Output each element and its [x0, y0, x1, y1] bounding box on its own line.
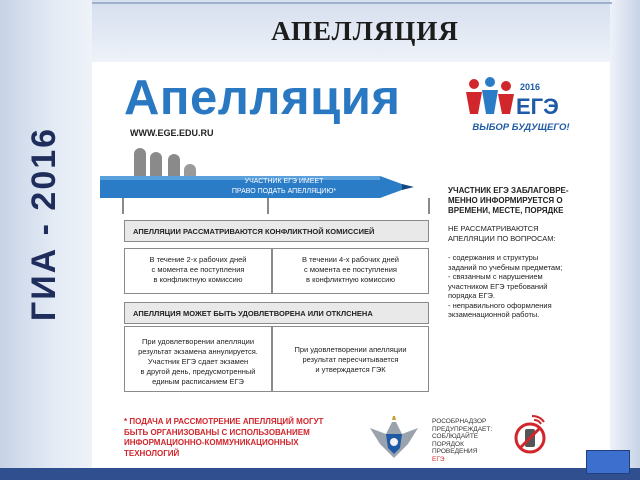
not-considered-header: НЕ РАССМАТРИВАЮТСЯ АПЕЛЛЯЦИИ ПО ВОПРОСАМ:: [448, 224, 556, 243]
pencil-label: УЧАСТНИК ЕГЭ ИМЕЕТ ПРАВО ПОДАТЬ АПЕЛЛЯЦИЮ*: [231, 178, 337, 195]
outcome-header: АПЕЛЛЯЦИЯ МОЖЕТ БЫТЬ УДОВЛЕТВОРЕНА ИЛИ ОТКЛСНЕНА: [124, 302, 429, 324]
outcome-right-cell: При удовлетворении апелляции результат пересчитывается и утверждается ГЭК: [272, 326, 429, 392]
poster: [92, 62, 610, 468]
outcome-left-cell: При удовлетворении апелляции результат экзамена аннулируется. Участник ЕГЭ сдает экзамен в другой день, предусмотренный единым расписанием ЕГЭ: [124, 326, 272, 392]
slide-nav-box[interactable]: [586, 450, 630, 474]
deadline-right-cell: В течении 4-х рабочих дней с момента ее поступления в конфликтную комиссию: [272, 248, 429, 294]
right-column: [448, 186, 608, 320]
website-link[interactable]: WWW.EGE.EDU.RU: [130, 128, 214, 138]
logo-slogan: ВЫБОР БУДУЩЕГО!: [472, 122, 570, 133]
rosobrnadzor-warning: РОСОБРНАДЗОР ПРЕДУПРЕЖДАЕТ: СОБЛЮДАЙТЕ ПОРЯДОК ПРОВЕДЕНИЯ ЕГЭ: [432, 418, 493, 463]
footnote: * ПОДАЧА И РАССМОТРЕНИЕ АПЕЛЛЯЦИЙ МОГУТ БЫТЬ ОРГАНИЗОВАНЫ С ИСПОЛЬЗОВАНИЕМ ИНФОРМАЦИОННО-КОММУНИКАЦИОННЫХ ТЕХНОЛОГИЙ: [124, 417, 324, 458]
people-icon: [466, 77, 514, 114]
notice-text: УЧАСТНИК ЕГЭ ЗАБЛАГОВРЕ- МЕННО ИНФОРМИРУЕТСЯ О ВРЕМЕНИ, МЕСТЕ, ПОРЯДКЕ: [448, 186, 569, 215]
poster-title: Апелляция: [124, 71, 401, 125]
no-phone-icon: [510, 412, 550, 454]
not-considered-list: - содержания и структуры заданий по учебным предметам; - связанным с нарушением участником ЕГЭ требований порядка ЕГЭ. - неправильного оформления экзаменационной работы.: [448, 253, 563, 319]
logo-year: 2016: [520, 82, 541, 92]
commission-header: АПЕЛЛЯЦИИ РАССМАТРИВАЮТСЯ КОНФЛИКТНОЙ КОМИССИЕЙ: [124, 220, 429, 242]
ege-logo: [460, 74, 580, 144]
slide-bottom-band: [0, 468, 640, 480]
emblem-icon: [368, 414, 420, 464]
slide-right-band: [610, 0, 640, 480]
deadline-left-cell: В течение 2-х рабочих дней с момента ее поступления в конфликтную комиссию: [124, 248, 272, 294]
slide-top-divider: [92, 2, 612, 4]
side-title-text: ГИА - 2016: [25, 126, 63, 322]
logo-name: ЕГЭ: [516, 94, 559, 119]
slide-title: АПЕЛЛЯЦИЯ: [271, 16, 459, 46]
